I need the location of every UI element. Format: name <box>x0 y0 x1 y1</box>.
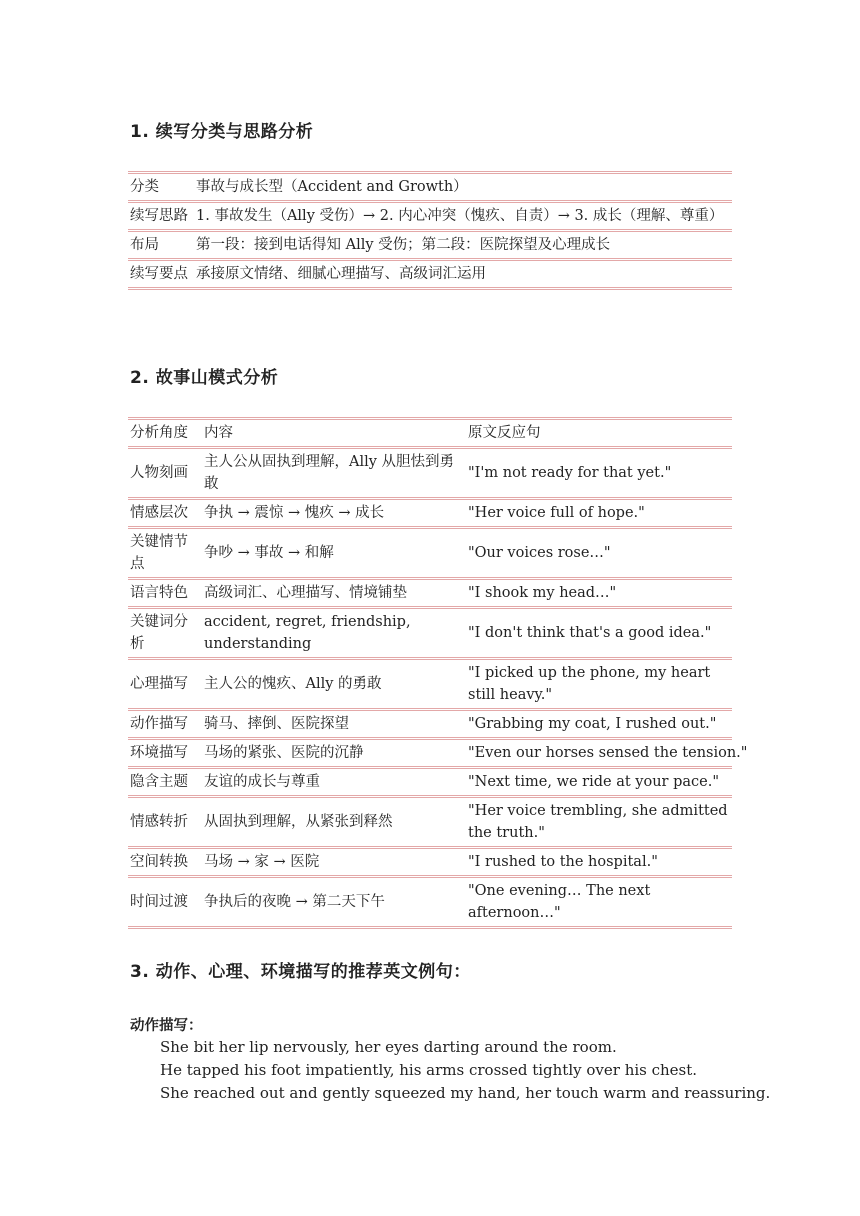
example-sentence: He tapped his foot impatiently, his arms crossed tightly over his chest. <box>160 1061 698 1079</box>
quote-cell: "Grabbing my coat, I rushed out." <box>466 710 732 739</box>
content-cell: accident, regret, friendship, understanding <box>202 608 466 659</box>
angle-cell: 语言特色 <box>128 579 202 608</box>
table-row <box>128 173 732 202</box>
row-value: 事故与成长型（Accident and Growth） <box>194 173 732 202</box>
table-row <box>128 202 732 231</box>
table-row <box>128 579 732 608</box>
table-row <box>128 608 732 659</box>
section2-heading: 2. 故事山模式分析 <box>130 368 279 388</box>
table-row <box>128 848 732 877</box>
table-row <box>128 768 732 797</box>
quote-cell: "I don't think that's a good idea." <box>466 608 732 659</box>
table-row <box>128 659 732 710</box>
content-cell: 友谊的成长与尊重 <box>202 768 466 797</box>
table-row <box>128 448 732 499</box>
angle-cell: 情感转折 <box>128 797 202 848</box>
table-row <box>128 260 732 289</box>
content-cell: 争执后的夜晚 → 第二天下午 <box>202 877 466 928</box>
row-value: 承接原文情绪、细腻心理描写、高级词汇运用 <box>194 260 732 289</box>
example-sentence: She reached out and gently squeezed my hand, her touch warm and reassuring. <box>160 1084 771 1102</box>
table-row <box>128 499 732 528</box>
quote-cell: "I shook my head…" <box>466 579 732 608</box>
classification-table <box>128 171 732 290</box>
table-row <box>128 528 732 579</box>
content-cell: 争执 → 震惊 → 愧疚 → 成长 <box>202 499 466 528</box>
table-row <box>128 231 732 260</box>
table-header-row <box>128 419 732 448</box>
content-cell: 高级词汇、心理描写、情境铺垫 <box>202 579 466 608</box>
row-label: 续写思路 <box>128 202 194 231</box>
quote-cell: "I rushed to the hospital." <box>466 848 732 877</box>
section3-heading: 3. 动作、心理、环境描写的推荐英文例句： <box>130 962 471 982</box>
angle-cell: 空间转换 <box>128 848 202 877</box>
quote-cell: "I'm not ready for that yet." <box>466 448 732 499</box>
angle-cell: 动作描写 <box>128 710 202 739</box>
example-sentence: She bit her lip nervously, her eyes darting around the room. <box>160 1038 617 1056</box>
quote-cell: "I picked up the phone, my heart still heavy." <box>466 659 732 710</box>
angle-cell: 人物刻画 <box>128 448 202 499</box>
table-row <box>128 710 732 739</box>
story-mountain-table <box>128 417 748 929</box>
quote-cell: "Our voices rose…" <box>466 528 732 579</box>
angle-cell: 环境描写 <box>128 739 202 768</box>
content-cell: 骑马、摔倒、医院探望 <box>202 710 466 739</box>
row-label: 分类 <box>128 173 194 202</box>
action-description-subheading: 动作描写： <box>130 1018 203 1034</box>
content-cell: 主人公从固执到理解，Ally 从胆怯到勇敢 <box>202 448 466 499</box>
quote-cell: "Even our horses sensed the tension." <box>466 739 732 768</box>
column-header: 分析角度 <box>128 419 202 448</box>
angle-cell: 情感层次 <box>128 499 202 528</box>
row-value: 1. 事故发生（Ally 受伤）→ 2. 内心冲突（愧疚、自责）→ 3. 成长（理解、尊重） <box>194 202 732 231</box>
angle-cell: 隐含主题 <box>128 768 202 797</box>
content-cell: 主人公的愧疚、Ally 的勇敢 <box>202 659 466 710</box>
content-cell: 争吵 → 事故 → 和解 <box>202 528 466 579</box>
section1-heading: 1. 续写分类与思路分析 <box>130 122 314 142</box>
example-sentences <box>160 1036 770 1105</box>
table-row <box>128 877 732 928</box>
quote-cell: "Her voice trembling, she admitted the truth." <box>466 797 732 848</box>
quote-cell: "One evening… The next afternoon…" <box>466 877 732 928</box>
column-header: 内容 <box>202 419 466 448</box>
content-cell: 马场 → 家 → 医院 <box>202 848 466 877</box>
quote-cell: "Her voice full of hope." <box>466 499 732 528</box>
angle-cell: 心理描写 <box>128 659 202 710</box>
angle-cell: 关键词分析 <box>128 608 202 659</box>
content-cell: 从固执到理解，从紧张到释然 <box>202 797 466 848</box>
angle-cell: 时间过渡 <box>128 877 202 928</box>
angle-cell: 关键情节点 <box>128 528 202 579</box>
quote-cell: "Next time, we ride at your pace." <box>466 768 732 797</box>
row-label: 布局 <box>128 231 194 260</box>
table-row <box>128 797 732 848</box>
column-header: 原文反应句 <box>466 419 732 448</box>
content-cell: 马场的紧张、医院的沉静 <box>202 739 466 768</box>
table-row <box>128 739 732 768</box>
row-label: 续写要点 <box>128 260 194 289</box>
row-value: 第一段：接到电话得知 Ally 受伤；第二段：医院探望及心理成长 <box>194 231 732 260</box>
